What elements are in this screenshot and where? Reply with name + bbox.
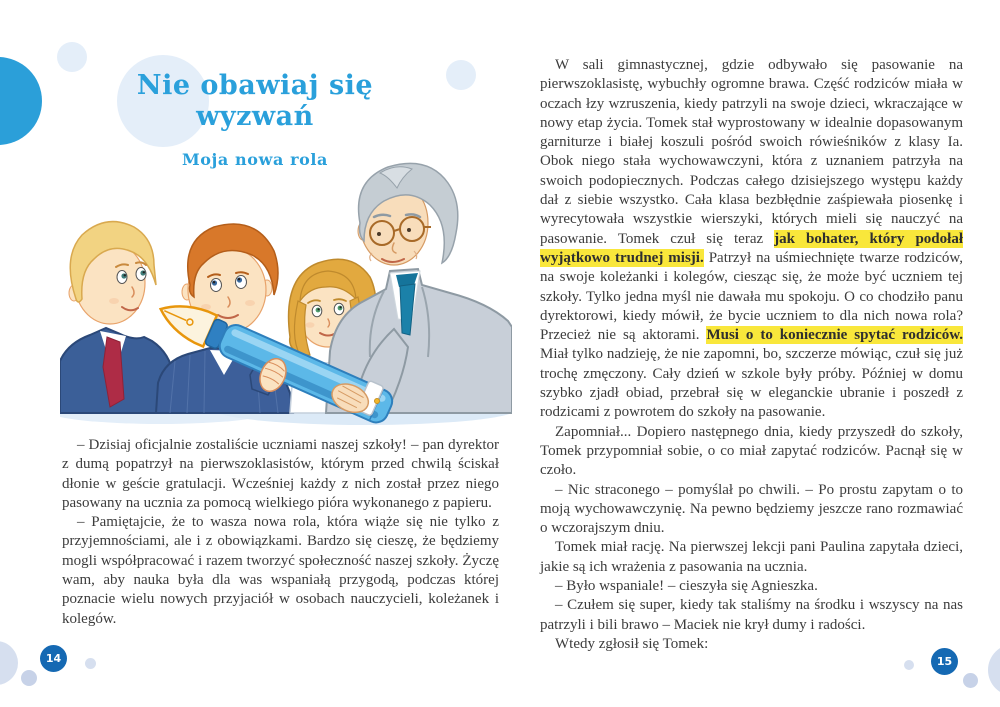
paragraph: – Nic straconego – pomyślał po chwili. – Po prostu zapytam o to moją wychowawczynię. Na pewno będziemy jeszcze rano rozmawiać o wczorajszym dniu. [540,481,963,537]
paragraph: – Czułem się super, kiedy tak staliśmy na środku i wszyscy na nas patrzyli i bili brawo – Maciek nie krył dumy i radości. [540,597,963,633]
decor-circle-solid-blue [0,57,42,145]
paragraph: – Dzisiaj oficjalnie zostaliście uczniami naszej szkoły! – pan dyrektor z dumą popatrzył na pierwszoklasistów, którym przed chwilą ściskał dłonie w geście gratulacji. Wcześniej każdy z nich został przez niego pasowany na ucznia za pomocą wielkiego pióra wykonanego z papieru. [62,437,499,511]
highlighted-text: Musi o to koniecznie spytać rodziców. [706,327,963,344]
decor-circle [988,644,1000,696]
decor-circle [57,42,87,72]
cufflink [375,399,380,404]
chapter-title-line2: wyzwań [196,101,314,132]
paragraph: Zapomniał... Dopiero następnego dnia, kiedy przyszedł do szkoły, Tomek przypomniał sobie, o co miał zapytać rodziców. Pacnął się w czoło. [540,423,963,479]
decor-circle [963,673,978,688]
paragraph: – Było wspaniale! – cieszyła się Agnieszka. [555,578,818,595]
left-page-text [62,436,499,629]
paragraph: W sali gimnastycznej, gdzie odbywało się pasowanie na pierwszoklasistę, wybuchły ogromne brawa. Część rodziców miała w oczach łzy wzruszenia, kiedy patrzyli na swoje dzieci, wkraczające w nowy etap życia. Tomek stał wyprostowany w idealnie dopasowanym garniturze i białej koszuli pośród swoich rówieśników z klasy Ia. Obok niego stała wychowawczyni, która z uznaniem patrzyła na swoich podopiecznych. Podczas całego dzisiejszego występu każdy dał z siebie wszystko. Cała klasa bezbłędnie zaśpiewała piosenkę i wyrecytowała wszystkie wierszyki, których mieli się nauczyć na pasowanie. Tomek czuł się teraz jak bohater, który podołał wyjątkowo trudnej misji. Patrzył na uśmiechnięte twarze rodziców, na swoje koleżanki i kolegów, ciesząc się, że może być uczniem tej szkoły. Tylko jedna myśl nie dawała mu spokoju. O co chodziło panu dyrektorowi, kiedy mówił, że bycie uczniem to dla nich nowa rola? Przecież nie są aktorami. Musi o to koniecznie spytać rodziców. Miał tylko nadzieję, że nie zapomni, bo, szczerze mówiąc, czuł się już trochę zmęczony. Cały dzień w szkole były próby. Później w domu szybko zjadł obiad, przebrał się w eleganckie ubranie i poszedł z rodzicami z powrotem do szkoły na pasowanie. [540,57,963,421]
highlighted-text: jak bohater, który podołał wyjątkowo trudnej misji. [540,230,963,266]
paragraph: Wtedy zgłosił się Tomek: [555,635,709,652]
page-number-right: 15 [931,648,958,675]
chapter-title [80,70,430,132]
right-page-text [540,56,963,654]
illustration-principal-and-pupils [60,161,512,431]
chapter-title-line1: Nie obawiaj się [136,70,374,101]
chapter-subtitle: Moja nowa rola [181,150,329,169]
paragraph: – Pamiętajcie, że to wasza nowa rola, która wiąże się nie tylko z przyjemnościami, ale i z obowiązkami. Bardzo się cieszę, że będziemy mogli współpracować i razem tworzyć społeczność naszej szkoły. Życzę wam, aby nauka była dla was wspaniałą przygodą, podczas której poznacie wielu nowych przyjaciół w osobach nauczycieli, koleżanek i kolegów. [62,514,499,627]
decor-circle [21,670,37,686]
paragraph: Tomek miał rację. Na pierwszej lekcji pani Paulina zapytała dzieci, jakie są ich wrażenia z pasowania na ucznia. [540,539,963,575]
page-number-left: 14 [40,645,67,672]
decor-circle [0,641,18,685]
decor-circle [904,660,914,670]
decor-circle [446,60,476,90]
decor-circle [85,658,96,669]
